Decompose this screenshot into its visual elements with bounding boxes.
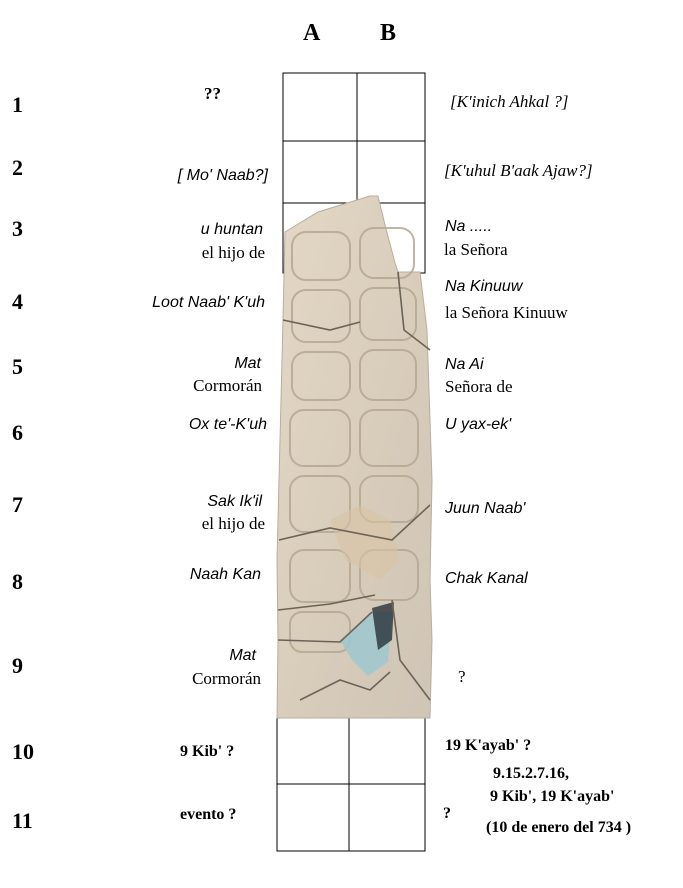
left-row-8: Naah Kan (189, 566, 261, 583)
right-row-1: [K'inich Ahkal ?] (450, 92, 569, 111)
left-row-10: 9 Kib' ? (180, 743, 235, 760)
left-row-5-name: Mat (234, 355, 261, 372)
gregorian-date: (10 de enero del 734 ) (486, 819, 632, 836)
left-row-9-gloss: Cormorán (192, 669, 261, 688)
left-row-11: evento ? (180, 806, 237, 823)
right-row-5-name: Na Ai (445, 356, 484, 373)
row-number-6: 6 (12, 420, 23, 445)
row-number-1: 1 (12, 92, 23, 117)
row-number-5: 5 (12, 354, 23, 379)
right-row-9: ? (458, 667, 466, 686)
row-number-11: 11 (12, 808, 33, 833)
row-number-8: 8 (12, 569, 23, 594)
left-row-6: Ox te'-K'uh (188, 416, 267, 433)
row-number-4: 4 (12, 289, 23, 314)
row-number-2: 2 (12, 155, 23, 180)
stone-panel-fragment (277, 196, 432, 718)
row-number-9: 9 (12, 653, 23, 678)
column-label-a: A (303, 20, 321, 46)
left-row-3-name: u huntan (200, 221, 263, 238)
right-row-2: [K'uhul B'aak Ajaw?] (444, 161, 593, 180)
left-row-7-gloss: el hijo de (201, 514, 265, 533)
right-row-5-gloss: Señora de (445, 377, 513, 396)
right-row-3-name: Na ..... (445, 218, 493, 235)
left-row-2: [ Mo' Naab?] (177, 167, 268, 184)
left-row-5-gloss: Cormorán (193, 376, 262, 395)
right-row-10: 19 K'ayab' ? (445, 737, 532, 754)
calendar-round-date: 9 Kib', 19 K'ayab' (490, 788, 615, 805)
row-number-3: 3 (12, 216, 23, 241)
row-number-10: 10 (12, 739, 34, 764)
right-row-11: ? (443, 805, 451, 822)
left-row-3-gloss: el hijo de (201, 243, 265, 262)
left-row-1: ?? (204, 84, 221, 103)
right-row-8: Chak Kanal (445, 570, 528, 587)
left-row-9-name: Mat (229, 647, 256, 664)
right-row-6: U yax-ek' (445, 416, 512, 433)
right-row-4-gloss: la Señora Kinuuw (445, 303, 568, 322)
row-number-7: 7 (12, 492, 23, 517)
bottom-grid (277, 718, 425, 851)
long-count-date: 9.15.2.7.16, (493, 765, 569, 782)
left-row-4: Loot Naab' K'uh (152, 294, 265, 311)
left-row-7-name: Sak Ik'il (207, 493, 262, 510)
right-row-7: Juun Naab' (445, 500, 526, 517)
right-row-3-gloss: la Señora (444, 240, 508, 259)
column-label-b: B (380, 20, 397, 46)
right-row-4-name: Na Kinuuw (445, 278, 523, 295)
